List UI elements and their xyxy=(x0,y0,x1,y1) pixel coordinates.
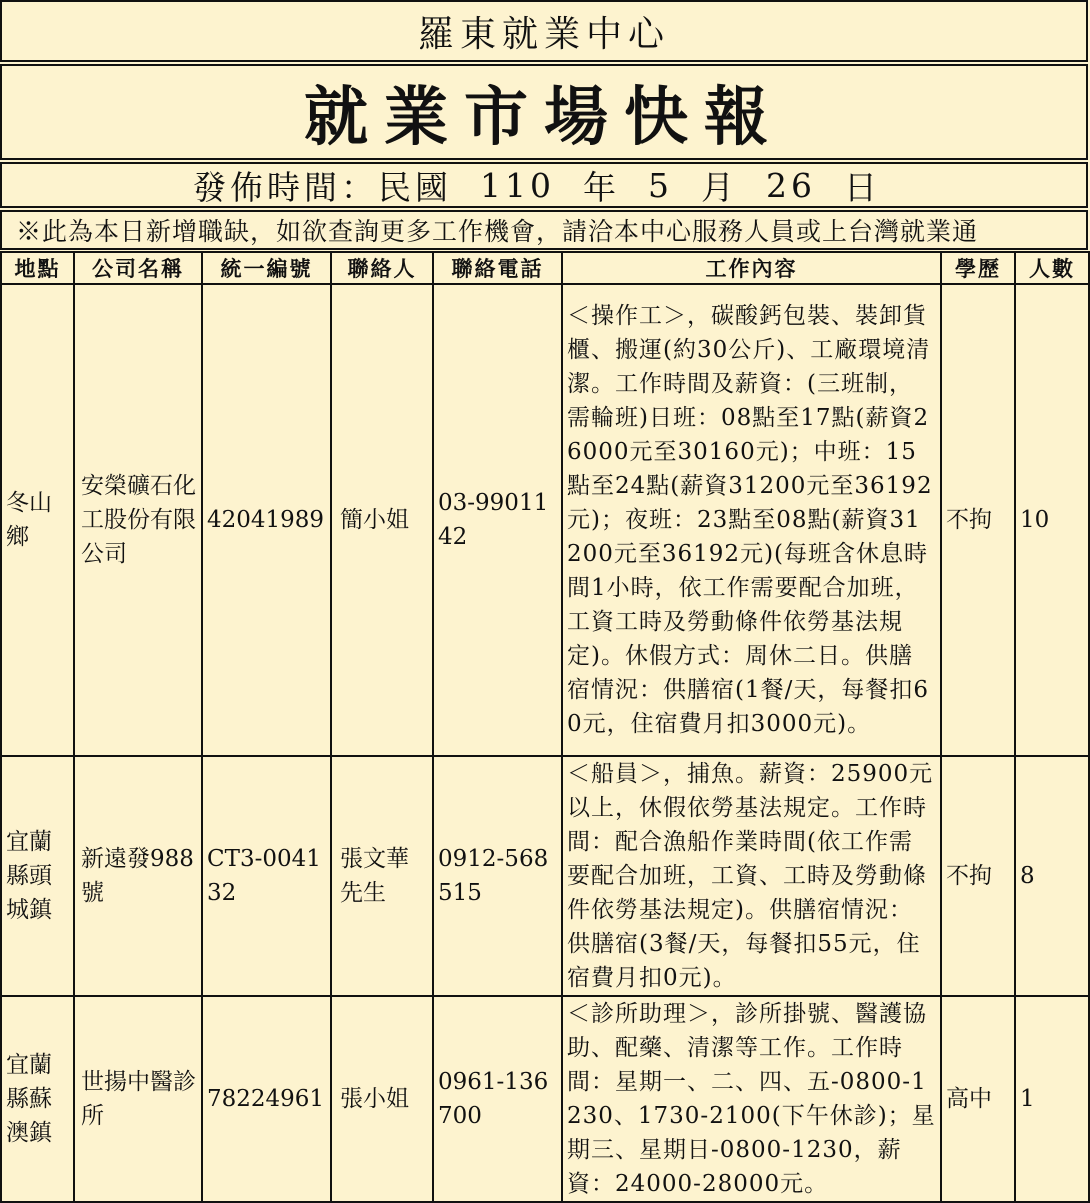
table-row xyxy=(1,996,1089,1202)
cell-company: 新遠發988號 xyxy=(74,756,202,996)
cell-contact: 張小姐 xyxy=(331,996,433,1202)
publish-date xyxy=(0,162,1088,208)
column-header: 聯絡人 xyxy=(331,252,433,284)
date-day: 26 xyxy=(766,165,816,205)
cell-education: 不拘 xyxy=(941,756,1015,996)
cell-phone: 0912-568515 xyxy=(433,756,562,996)
cell-location: 冬山鄉 xyxy=(1,284,74,756)
table-row xyxy=(1,756,1089,996)
cell-location: 宜蘭縣頭城鎮 xyxy=(1,756,74,996)
column-header: 公司名稱 xyxy=(74,252,202,284)
cell-tax-id: 42041989 xyxy=(202,284,331,756)
cell-count: 8 xyxy=(1015,756,1089,996)
cell-contact: 簡小姐 xyxy=(331,284,433,756)
center-name: 羅東就業中心 xyxy=(0,0,1088,62)
cell-tax-id: 78224961 xyxy=(202,996,331,1202)
date-month-unit: 月 xyxy=(701,167,738,207)
column-header: 聯絡電話 xyxy=(433,252,562,284)
date-year: 110 xyxy=(480,165,555,205)
column-header: 地點 xyxy=(1,252,74,284)
date-prefix: 發佈時間：民國 xyxy=(193,167,452,207)
cell-education: 不拘 xyxy=(941,284,1015,756)
date-year-unit: 年 xyxy=(583,167,620,207)
cell-company: 安榮礦石化工股份有限公司 xyxy=(74,284,202,756)
table-header-row xyxy=(1,252,1089,284)
cell-job-content: ＜操作工＞，碳酸鈣包裝、裝卸貨櫃、搬運(約30公斤)、工廠環境清潔。工作時間及薪資：(三班制，需輪班)日班：08點至17點(薪資26000元至30160元)；中班：15點至24點(薪資31200元至36192元)；夜班：23點至08點(薪資31200元至36192元)(每班含休息時間1小時，依工作需要配合加班，工資工時及勞動條件依勞基法規定)。休假方式：周休二日。供膳宿情況：供膳宿(1餐/天，每餐扣60元，住宿費月扣3000元)。 xyxy=(562,284,941,756)
date-day-unit: 日 xyxy=(844,167,881,207)
column-header: 學歷 xyxy=(941,252,1015,284)
page-title: 就業市場快報 xyxy=(0,64,1088,160)
column-header: 統一編號 xyxy=(202,252,331,284)
cell-contact: 張文華先生 xyxy=(331,756,433,996)
cell-count: 10 xyxy=(1015,284,1089,756)
cell-location: 宜蘭縣蘇澳鎮 xyxy=(1,996,74,1202)
column-header: 人數 xyxy=(1015,252,1089,284)
cell-job-content: ＜船員＞，捕魚。薪資：25900元以上，休假依勞基法規定。工作時間：配合漁船作業時間(依工作需要配合加班，工資、工時及勞動條件依勞基法規定)。供膳宿情況：供膳宿(3餐/天，每餐扣55元，住宿費月扣0元)。 xyxy=(562,756,941,996)
cell-job-content: ＜診所助理＞，診所掛號、醫護協助、配藥、清潔等工作。工作時間：星期一、二、四、五-0800-1230、1730-2100(下午休診)；星期三、星期日-0800-1230，薪資：24000-28000元。 xyxy=(562,996,941,1202)
date-month: 5 xyxy=(648,165,673,205)
column-header: 工作內容 xyxy=(562,252,941,284)
cell-count: 1 xyxy=(1015,996,1089,1202)
cell-tax-id: CT3-004132 xyxy=(202,756,331,996)
table-row xyxy=(1,284,1089,756)
cell-phone: 0961-136700 xyxy=(433,996,562,1202)
jobs-table xyxy=(0,251,1090,1203)
notice-text: ※此為本日新增職缺，如欲查詢更多工作機會，請洽本中心服務人員或上台灣就業通 xyxy=(0,210,1088,250)
cell-company: 世揚中醫診所 xyxy=(74,996,202,1202)
cell-education: 高中 xyxy=(941,996,1015,1202)
cell-phone: 03-9901142 xyxy=(433,284,562,756)
